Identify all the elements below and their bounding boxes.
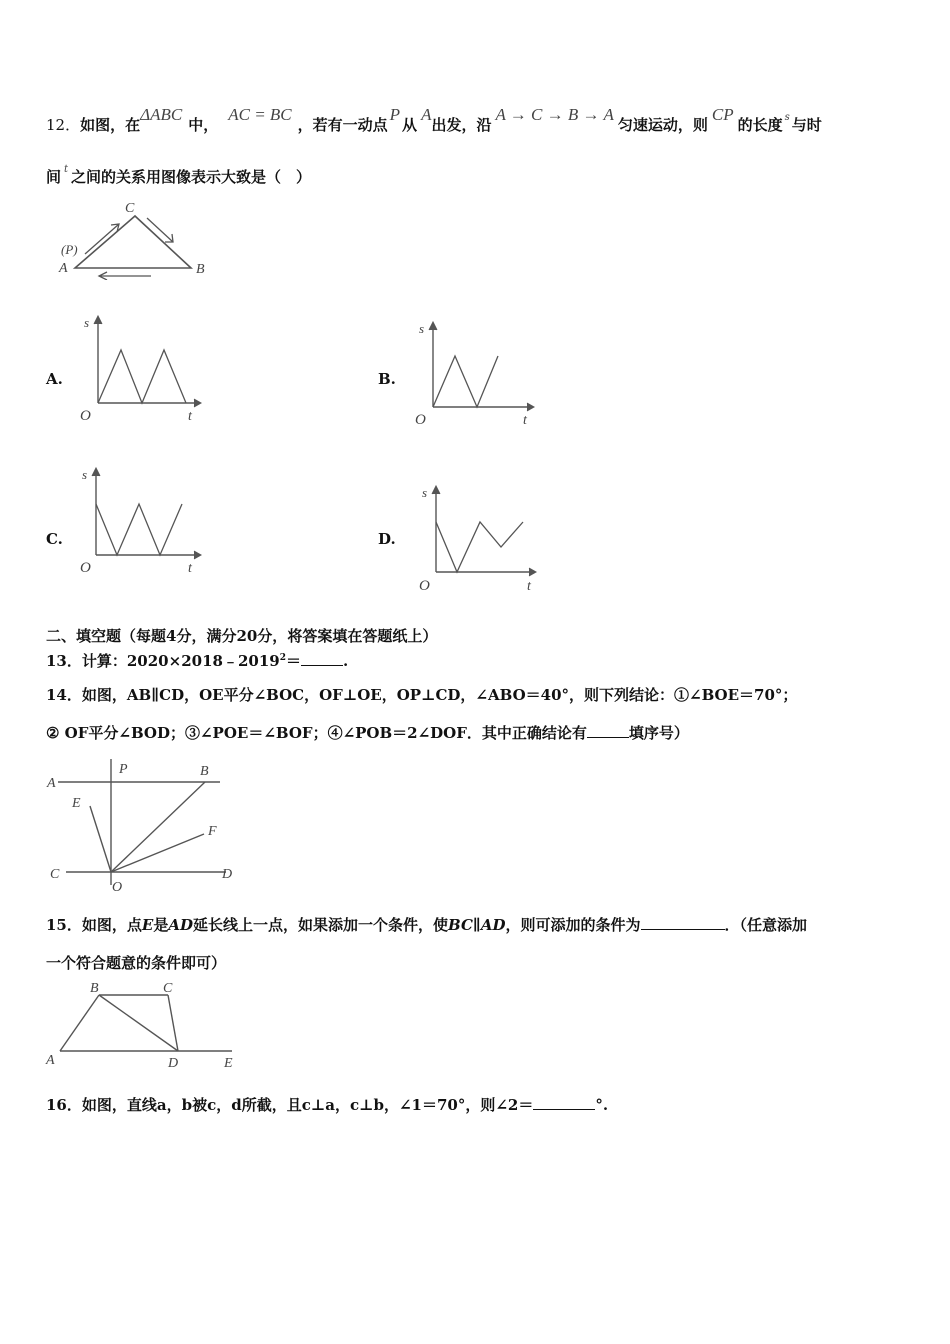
origin-label: O — [415, 412, 426, 428]
triangle-figure — [55, 198, 215, 280]
label-a: A — [59, 261, 68, 276]
q13: 13．计算：$2020\times 2018﹣2019^2=$ . — [46, 652, 349, 670]
origin-label: O — [80, 408, 91, 424]
line-oe — [90, 806, 111, 872]
graph-option-c[interactable] — [70, 462, 220, 578]
math-t: t — [64, 164, 69, 175]
axis-label-t: t — [523, 413, 527, 428]
graph-option-b[interactable] — [405, 316, 555, 432]
option-b-label[interactable]: B. — [378, 370, 396, 388]
axis-label-s: s — [84, 315, 90, 330]
label-c: C — [125, 201, 135, 216]
origin-label: O — [80, 560, 91, 576]
q14-figure — [44, 755, 244, 895]
math-triangle-abc: ΔABC — [140, 105, 183, 124]
q14-line2: ② OF平分∠BOD；③∠POE＝∠BOF；④∠POB＝2∠DOF．其中正确结论有 填序号） — [46, 724, 689, 742]
answer-blank[interactable] — [533, 1095, 595, 1110]
math-ac-eq-bc: AC = BC — [228, 105, 292, 124]
axis-label-t: t — [527, 579, 531, 594]
label-b: B — [90, 981, 99, 996]
option-c-label[interactable]: C. — [46, 530, 63, 548]
q15-line1: 15．如图，点E是AD延长线上一点，如果添加一个条件，使BC∥AD，则可添加的条件为 ．（任意添加 — [46, 916, 808, 934]
q15-figure — [44, 978, 242, 1072]
label-o: O — [112, 880, 123, 895]
graph-line — [436, 522, 523, 572]
q12-number: 12． — [46, 116, 81, 134]
label-d: D — [168, 1056, 179, 1071]
label-d: D — [222, 867, 233, 882]
math-cp: CP — [711, 105, 734, 124]
q15-line2: 一个符合题意的条件即可） — [46, 954, 227, 972]
q12-line1: 12．如图，在ΔABC中，AC = BC，若有一动点P从A出发，沿A → C → B → A匀速运动，则CP的长度 $^s$ 与时 — [46, 105, 822, 134]
option-a-label[interactable]: A. — [46, 370, 63, 388]
q16: 16．如图，直线a，b被c，d所截，且c⊥a，c⊥b，∠1＝70°，则∠2＝ °. — [46, 1096, 609, 1114]
axis-label-s: s — [82, 467, 88, 482]
graph-option-d[interactable] — [405, 480, 555, 596]
label-c: C — [163, 981, 173, 996]
math-s: s — [784, 112, 790, 123]
label-p: (P) — [61, 242, 78, 257]
graph-line — [96, 504, 182, 555]
label-b: B — [196, 262, 205, 277]
answer-blank[interactable] — [301, 651, 343, 666]
axis-label-t: t — [188, 561, 192, 576]
line-of — [111, 834, 204, 872]
segment-cd — [168, 995, 178, 1051]
label-e: E — [72, 796, 81, 811]
line-ob — [111, 782, 205, 872]
label-a: A — [47, 776, 56, 791]
math-path: A → C → B → A — [495, 105, 614, 124]
graph-line — [433, 356, 498, 407]
label-c: C — [50, 867, 60, 882]
label-f: F — [208, 824, 217, 839]
label-p: P — [119, 762, 128, 777]
graph-option-a[interactable] — [70, 310, 220, 426]
option-d-label[interactable]: D. — [378, 530, 396, 548]
answer-blank[interactable] — [641, 915, 725, 930]
math-p: P — [389, 105, 401, 124]
label-a: A — [46, 1053, 55, 1068]
origin-label: O — [419, 578, 430, 594]
axis-label-s: s — [422, 485, 428, 500]
segment-bd — [99, 995, 178, 1051]
q12-line2: 间 $^t$ 之间的关系用图像表示大致是（ ） — [46, 164, 312, 186]
arrow-a-to-c — [85, 224, 119, 254]
axis-label-t: t — [188, 409, 192, 424]
section-heading: 二、填空题（每题4分，满分20分，将答案填在答题纸上） — [46, 627, 438, 645]
q14-line1: 14．如图，AB∥CD，OE平分∠BOC，OF⊥OE，OP⊥CD，∠ABO＝40°，则下列结论：①∠BOE＝70°； — [46, 686, 798, 704]
axis-label-s: s — [419, 321, 425, 336]
label-e: E — [224, 1056, 233, 1071]
segment-ab — [60, 995, 99, 1051]
label-b: B — [200, 764, 209, 779]
math-a: A — [421, 105, 432, 124]
graph-line — [98, 350, 186, 403]
answer-blank[interactable] — [587, 723, 629, 738]
